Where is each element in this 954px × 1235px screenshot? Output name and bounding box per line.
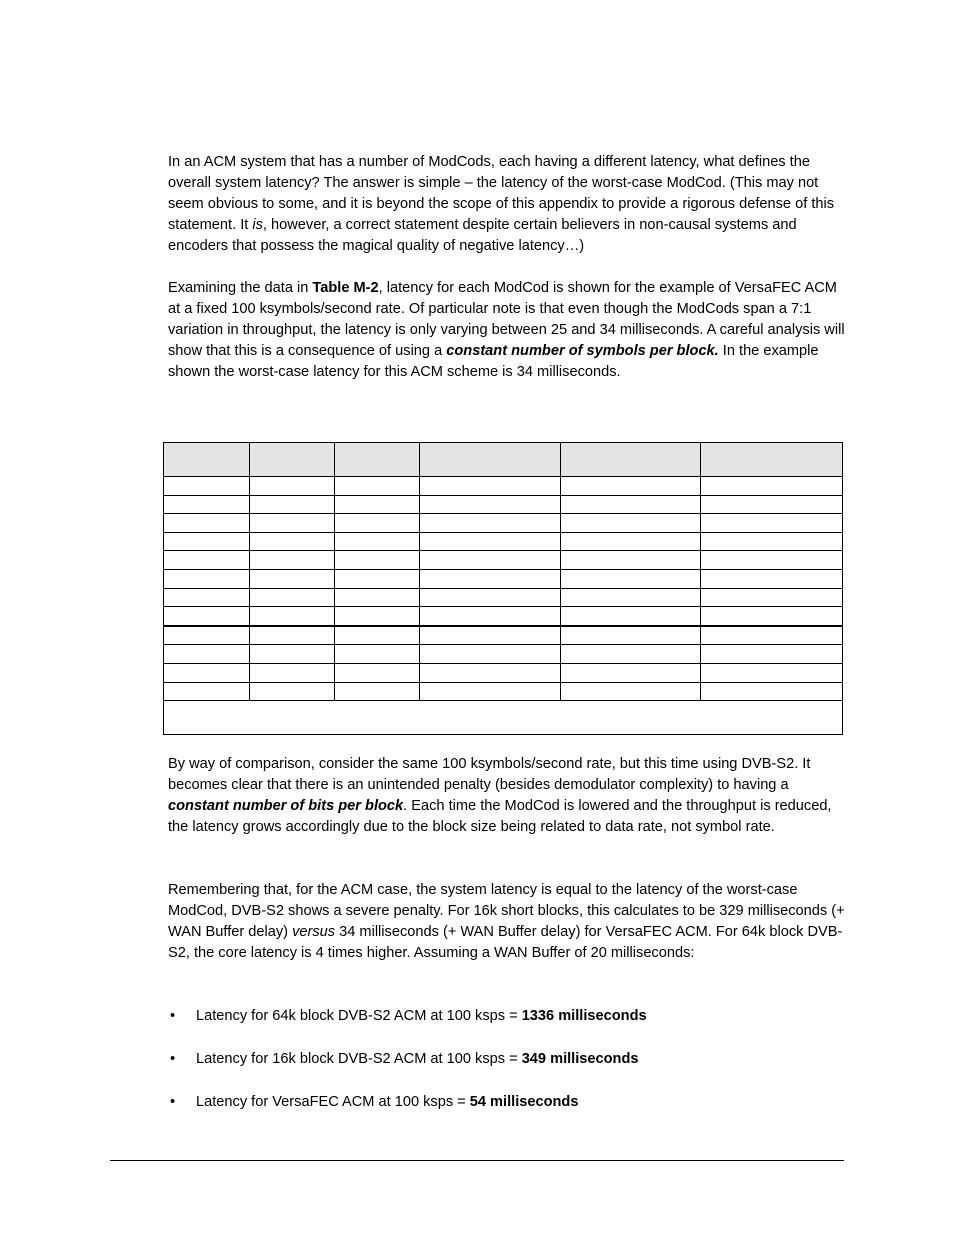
- table-row: [164, 626, 843, 645]
- table-cell: [335, 607, 420, 626]
- text-segment: , however, a correct statement despite certain believers in non-causal systems and encoders that possess the magical quality of negative latency…): [168, 216, 797, 254]
- table-cell: [420, 495, 561, 514]
- table-row: [164, 477, 843, 496]
- table-cell: [420, 607, 561, 626]
- table-cell: [701, 514, 843, 533]
- text-segment-italic: is: [252, 216, 263, 233]
- table-cell: [420, 682, 561, 701]
- table-cell: [164, 532, 250, 551]
- text-segment: , latency for each ModCod is shown for the example of VersaFEC ACM at a fixed 100 ksymbols/second rate. Of particular note is that even though the ModCods span a 7:1 variation in throughput, the latency is only varying between 25 and 34 milliseconds. A careful analysis will show that this is a consequence of using a: [168, 280, 845, 359]
- table-header-cell: [164, 443, 250, 477]
- table-cell: [164, 551, 250, 570]
- latency-bullet-list: [168, 1006, 647, 1135]
- table-header-cell: [250, 443, 335, 477]
- table-cell: [701, 569, 843, 588]
- table-cell: [164, 663, 250, 682]
- table-cell: [420, 663, 561, 682]
- table-cell: [561, 663, 701, 682]
- table-cell: [420, 532, 561, 551]
- text-segment-bold-italic: constant number of bits per block: [168, 797, 404, 814]
- table-cell: [164, 495, 250, 514]
- table-cell: [335, 532, 420, 551]
- table-cell: [164, 569, 250, 588]
- table-header-cell: [701, 443, 843, 477]
- table-cell: [561, 551, 701, 570]
- table-cell: [420, 514, 561, 533]
- table-cell: [561, 626, 701, 645]
- table-cell: [701, 663, 843, 682]
- table-row: [164, 663, 843, 682]
- table-row: [164, 645, 843, 664]
- table-header-row: [164, 443, 843, 477]
- text-segment-bold-italic: constant number of symbols per block.: [446, 342, 719, 359]
- latency-table: [163, 442, 843, 735]
- table-cell: [335, 588, 420, 607]
- table-cell: [250, 551, 335, 570]
- table-cell: [561, 682, 701, 701]
- table-header-cell: [420, 443, 561, 477]
- table-cell: [164, 645, 250, 664]
- table-cell: [701, 551, 843, 570]
- table-cell: [420, 645, 561, 664]
- table-cell: [250, 682, 335, 701]
- table-cell: [335, 495, 420, 514]
- table-cell: [420, 626, 561, 645]
- table-row: [164, 607, 843, 626]
- bullet-value: 54 milliseconds: [469, 1094, 579, 1110]
- table-cell: [335, 514, 420, 533]
- table-row: [164, 682, 843, 701]
- table-cell: [164, 477, 250, 496]
- text-segment: In the example shown the worst-case latency for this ACM scheme is 34 milliseconds.: [168, 342, 819, 380]
- text-segment: 34 milliseconds (+ WAN Buffer delay) for VersaFEC ACM. For 64k block DVB-S2, the core latency is 4 times higher. Assuming a WAN Buffer of 20 milliseconds:: [168, 923, 843, 961]
- table-cell: [701, 645, 843, 664]
- table-cell: [420, 569, 561, 588]
- text-segment: Remembering that, for the ACM case, the system latency is equal to the latency of the worst-case ModCod, DVB-S2 shows a severe penalty. For 16k short blocks, this calculates to be 329 milliseconds (+ WAN Buffer delay): [168, 882, 845, 940]
- table-row: [164, 495, 843, 514]
- table-cell: [164, 588, 250, 607]
- table-cell: [701, 495, 843, 514]
- bullet-text: Latency for 64k block DVB-S2 ACM at 100 ksps =: [196, 1008, 522, 1024]
- table-cell: [561, 588, 701, 607]
- table-cell: [250, 532, 335, 551]
- table-cell: [701, 588, 843, 607]
- table-row: [164, 532, 843, 551]
- footer-divider: [110, 1160, 844, 1161]
- text-segment: In an ACM system that has a number of ModCods, each having a different latency, what defines the overall system latency? The answer is simple – the latency of the worst-case ModCod. (This may not seem obvious to some, and it is beyond the scope of this appendix to provide a rigorous defense of this statement. It: [168, 154, 835, 233]
- text-segment: Examining the data in: [168, 280, 313, 296]
- table-cell: [701, 532, 843, 551]
- list-item: [168, 1006, 647, 1027]
- bullet-text: Latency for 16k block DVB-S2 ACM at 100 ksps =: [196, 1051, 522, 1067]
- table-cell: [335, 551, 420, 570]
- bullet-icon: •: [170, 1008, 176, 1024]
- table-cell: [250, 626, 335, 645]
- table-header-cell: [561, 443, 701, 477]
- table-cell: [164, 626, 250, 645]
- table-cell: [335, 569, 420, 588]
- table-cell: [335, 682, 420, 701]
- table-cell: [250, 607, 335, 626]
- table-cell: [250, 495, 335, 514]
- table-row: [164, 588, 843, 607]
- text-segment: . Each time the ModCod is lowered and the throughput is reduced, the latency grows accordingly due to the block size being related to data rate, not symbol rate.: [168, 797, 832, 835]
- list-item: [168, 1092, 647, 1113]
- table-cell: [250, 569, 335, 588]
- table-footer-row: [164, 701, 843, 735]
- table-cell: [561, 645, 701, 664]
- table-cell: [561, 607, 701, 626]
- table-cell: [164, 514, 250, 533]
- paragraph-acm-latency: [168, 152, 846, 257]
- table-cell: [701, 682, 843, 701]
- bullet-text: Latency for VersaFEC ACM at 100 ksps =: [196, 1094, 470, 1110]
- paragraph-system-latency: [168, 880, 846, 964]
- table-cell: [701, 626, 843, 645]
- table-cell: [561, 532, 701, 551]
- paragraph-dvb-s2-comparison: [168, 754, 846, 838]
- table-cell: [335, 477, 420, 496]
- table-cell: [561, 477, 701, 496]
- text-segment-italic: versus: [292, 923, 336, 940]
- table-cell: [335, 663, 420, 682]
- bullet-value: 349 milliseconds: [521, 1051, 639, 1067]
- table-cell: [335, 645, 420, 664]
- table-footer-cell: [164, 701, 843, 735]
- table-cell: [420, 551, 561, 570]
- table-cell: [420, 588, 561, 607]
- table-cell: [250, 514, 335, 533]
- table-cell: [164, 682, 250, 701]
- table-cell: [701, 607, 843, 626]
- bullet-icon: •: [170, 1094, 176, 1110]
- paragraph-table-reference: [168, 278, 846, 383]
- table-cell: [335, 626, 420, 645]
- table-row: [164, 569, 843, 588]
- table-cell: [250, 645, 335, 664]
- table-cell: [701, 477, 843, 496]
- text-segment: By way of comparison, consider the same 100 ksymbols/second rate, but this time using DVB-S2. It becomes clear that there is an unintended penalty (besides demodulator complexity) to having a: [168, 756, 811, 793]
- table-reference-link: Table M-2: [312, 280, 379, 296]
- table-cell: [250, 477, 335, 496]
- table-cell: [250, 663, 335, 682]
- table-header-cell: [335, 443, 420, 477]
- table-cell: [420, 477, 561, 496]
- table-cell: [561, 495, 701, 514]
- table-row: [164, 514, 843, 533]
- table-cell: [561, 569, 701, 588]
- table-cell: [561, 514, 701, 533]
- bullet-icon: •: [170, 1051, 176, 1067]
- table-cell: [250, 588, 335, 607]
- list-item: [168, 1049, 647, 1070]
- table-row: [164, 551, 843, 570]
- bullet-value: 1336 milliseconds: [521, 1008, 647, 1024]
- table-cell: [164, 607, 250, 626]
